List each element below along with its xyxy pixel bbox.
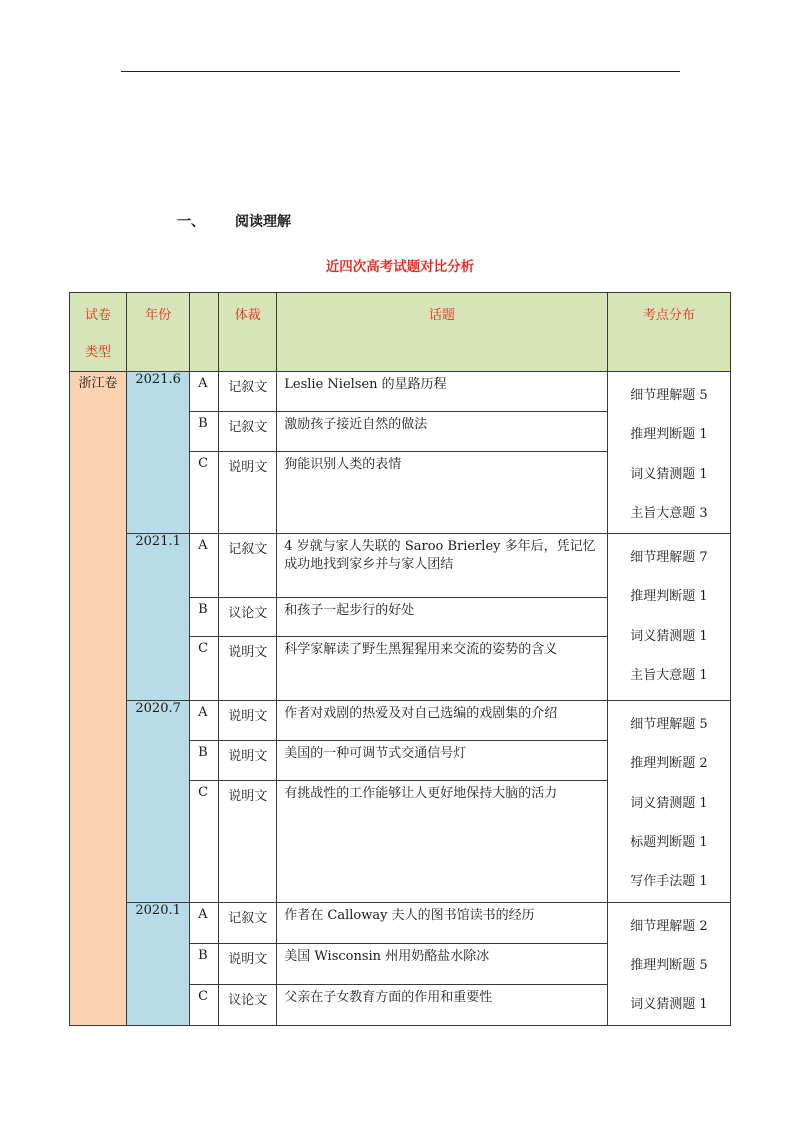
passage-letter: C <box>190 452 219 534</box>
section-title: 阅读理解 <box>235 214 291 230</box>
passage-letter: A <box>190 534 219 598</box>
passage-letter: A <box>190 701 219 741</box>
point-item: 主旨大意题 1 <box>630 668 708 684</box>
passage-letter: C <box>190 984 219 1025</box>
passage-topic: 有挑战性的工作能够让人更好地保持大脑的活力 <box>277 781 608 902</box>
point-item: 词义猜测题 1 <box>630 466 708 482</box>
year-cell: 2021.6 <box>127 372 190 534</box>
passage-letter: B <box>190 412 219 452</box>
points-cell <box>607 534 730 701</box>
table-row <box>70 701 731 741</box>
section-number: 一、 <box>177 214 205 230</box>
passage-letter: B <box>190 944 219 985</box>
header-points: 考点分布 <box>607 293 730 372</box>
passage-genre: 记叙文 <box>219 534 277 598</box>
passage-topic: 父亲在子女教育方面的作用和重要性 <box>277 984 608 1025</box>
section-heading <box>177 211 291 231</box>
passage-topic: 科学家解读了野生黑猩猩用来交流的姿势的含义 <box>277 637 608 701</box>
point-item: 细节理解题 5 <box>630 388 708 403</box>
header-rule <box>121 71 680 72</box>
table-title: 近四次高考试题对比分析 <box>325 259 475 275</box>
point-item: 推理判断题 1 <box>630 427 708 443</box>
passage-genre: 说明文 <box>219 944 277 985</box>
point-item: 词义猜测题 1 <box>630 795 708 811</box>
passage-letter: A <box>190 902 219 944</box>
table-header-row <box>70 293 731 372</box>
passage-topic: Leslie Nielsen 的星路历程 <box>277 372 608 412</box>
passage-genre: 记叙文 <box>219 372 277 412</box>
point-item: 细节理解题 7 <box>630 550 708 566</box>
points-cell <box>607 701 730 902</box>
year-cell: 2021.1 <box>127 534 190 701</box>
paper-type-cell: 浙江卷 <box>70 372 127 1026</box>
passage-genre: 记叙文 <box>219 902 277 944</box>
passage-topic: 作者对戏剧的热爱及对自己选编的戏剧集的介绍 <box>277 701 608 741</box>
passage-topic: 美国的一种可调节式交通信号灯 <box>277 741 608 781</box>
point-item: 词义猜测题 1 <box>630 628 708 644</box>
passage-topic: 作者在 Calloway 夫人的图书馆读书的经历 <box>277 902 608 944</box>
header-topic: 话题 <box>277 293 608 372</box>
passage-topic: 激励孩子接近自然的做法 <box>277 412 608 452</box>
passage-genre: 说明文 <box>219 741 277 781</box>
point-item: 主旨大意题 3 <box>630 505 708 521</box>
exam-comparison-table <box>69 292 731 1026</box>
passage-genre: 记叙文 <box>219 412 277 452</box>
passage-genre: 说明文 <box>219 701 277 741</box>
table-row <box>70 372 731 412</box>
header-letter <box>190 293 219 372</box>
point-item: 推理判断题 1 <box>630 589 708 605</box>
passage-genre: 议论文 <box>219 984 277 1025</box>
year-cell: 2020.1 <box>127 902 190 1025</box>
header-genre: 体裁 <box>219 293 277 372</box>
point-item: 细节理解题 2 <box>630 918 708 934</box>
passage-genre: 说明文 <box>219 637 277 701</box>
point-item: 词义猜测题 1 <box>630 997 708 1013</box>
passage-letter: B <box>190 741 219 781</box>
year-cell: 2020.7 <box>127 701 190 902</box>
passage-letter: C <box>190 781 219 902</box>
point-item: 推理判断题 5 <box>630 957 708 973</box>
table-row <box>70 902 731 944</box>
point-item: 细节理解题 5 <box>630 717 708 733</box>
passage-topic: 4 岁就与家人失联的 Saroo Brierley 多年后，凭记忆成功地找到家乡并与家人团结 <box>277 534 608 598</box>
passage-genre: 说明文 <box>219 781 277 902</box>
passage-letter: B <box>190 598 219 637</box>
passage-genre: 说明文 <box>219 452 277 534</box>
passage-topic: 狗能识别人类的表情 <box>277 452 608 534</box>
passage-letter: C <box>190 637 219 701</box>
passage-topic: 和孩子一起步行的好处 <box>277 598 608 637</box>
point-item: 写作手法题 1 <box>630 874 708 890</box>
points-cell <box>607 902 730 1025</box>
passage-letter: A <box>190 372 219 412</box>
point-item: 标题判断题 1 <box>630 835 708 851</box>
point-item: 推理判断题 2 <box>630 756 708 772</box>
passage-genre: 议论文 <box>219 598 277 637</box>
passage-topic: 美国 Wisconsin 州用奶酪盐水除冰 <box>277 944 608 985</box>
header-paper-type: 试卷 类型 <box>70 293 127 372</box>
points-cell <box>607 372 730 534</box>
header-year: 年份 <box>127 293 190 372</box>
table-row <box>70 534 731 598</box>
